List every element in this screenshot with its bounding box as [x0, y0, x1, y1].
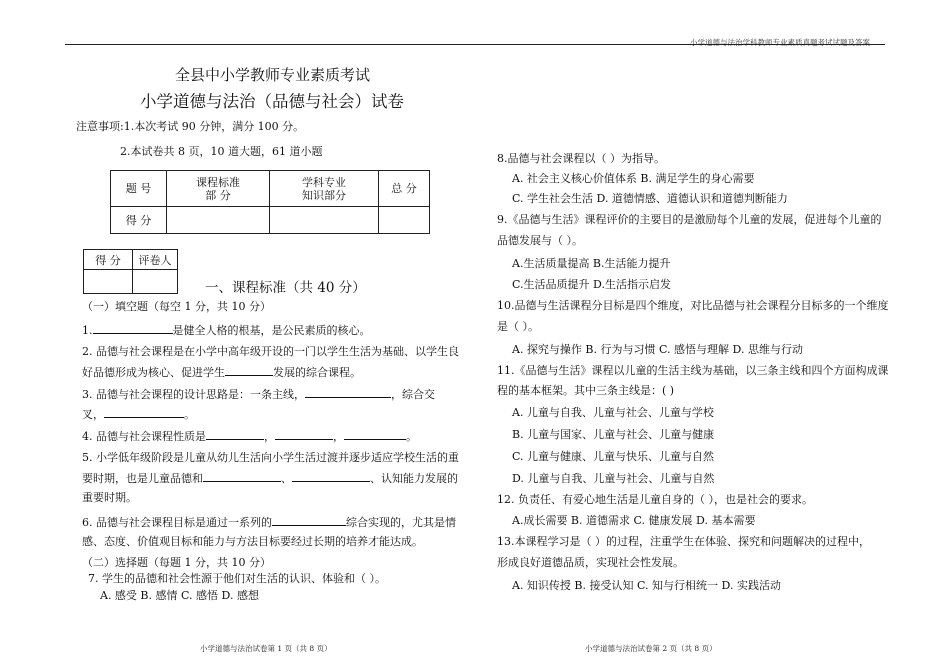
question-12-options: A.成长需要 B. 道德需求 C. 健康发展 D. 基本需要: [512, 514, 756, 527]
q4-text-a: 4. 品德与社会课程性质是: [82, 430, 206, 443]
q4-sep-2: ，: [333, 430, 344, 443]
q3-text-a: 3. 品德与社会课程的设计思路是：一条主线，: [82, 388, 305, 401]
notice-line-1: 注意事项:1.本次考试 90 分钟，满分 100 分。: [76, 120, 305, 133]
question-3-line-2: [82, 406, 195, 422]
q1-text: 是健全人格的根基，是公民素质的核心。: [172, 324, 371, 337]
question-13-line-1: 13.本课程学习是（ ）的过程，注重学生在体验、探究和问题解决的过程中，: [497, 535, 870, 548]
blank: [292, 470, 370, 482]
grader-table-grader-cell: [133, 270, 178, 294]
question-6-line-1: [82, 514, 456, 530]
footer-page-2: 小学道德与法治试卷第 2 页（共 8 页）: [585, 644, 717, 653]
score-cell-total: [379, 207, 430, 234]
blank: [203, 470, 281, 482]
question-11-line-2: 程的基本框架。其中三条主线是：( ): [497, 384, 675, 397]
question-12: 12. 负责任、有爱心地生活是儿童自身的（ ），也是社会的要求。: [497, 493, 813, 506]
blank: [275, 428, 333, 440]
q6-text-a: 6. 品德与社会课程目标是通过一系列的: [82, 516, 272, 529]
question-11-option-d: D. 儿童与自我、儿童与社会、儿童与自然: [512, 472, 715, 485]
question-6-line-2: 感、态度、价值观目标和能力与方法目标要经过长期的培养才能达成。: [82, 535, 423, 548]
blank: [225, 364, 273, 376]
score-table-row-label: 得 分: [111, 207, 167, 234]
blank: [305, 386, 391, 398]
score-table: [110, 170, 430, 234]
q5-text-c: 、认知能力发展的: [370, 472, 458, 485]
question-3-line-1: [82, 386, 435, 402]
question-8-options-ab: A. 社会主义核心价值体系 B. 满足学生的身心需要: [512, 172, 755, 185]
q5-text-a: 要时期，也是儿童品德和: [82, 472, 203, 485]
question-11-option-c: C. 儿童与健康、儿童与快乐、儿童与自然: [512, 450, 715, 463]
question-13-line-2: 形成良好道德品质，实现社会性发展。: [497, 556, 684, 569]
question-10-line-2: 是（ ）。: [497, 320, 539, 333]
q2-text-b: 发展的综合课程。: [273, 366, 361, 379]
question-11-option-a: A. 儿童与自我、儿童与社会、儿童与学校: [512, 406, 714, 419]
score-table-header-tihao: 题 号: [111, 171, 167, 207]
q6-text-b: 综合实现的，尤其是情: [346, 516, 456, 529]
part2-title: （二）选择题（每题 1 分，共 10 分）: [82, 556, 271, 569]
score-table-header-standards-b: 部 分: [205, 188, 231, 202]
grader-table: [83, 249, 178, 294]
question-10-line-1: 10.品德与生活课程分目标是四个维度，对比品德与社会课程分目标多的一个维度: [497, 299, 889, 312]
score-table-header-subject-a: 学科专业: [302, 175, 346, 189]
question-1: [82, 322, 371, 338]
question-9-line-1: 9.《品德与生活》课程评价的主要目的是激励每个儿童的发展，促进每个儿童的: [497, 213, 882, 226]
blank: [104, 406, 184, 418]
section-title: 一、课程标准（共 40 分）: [205, 280, 366, 296]
question-11-option-b: B. 儿童与国家、儿童与社会、儿童与健康: [512, 428, 715, 441]
question-9-options-cd: C.生活品质提升 D.生活指示启发: [512, 278, 671, 291]
q1-number: 1.: [82, 324, 93, 337]
running-header: 小学道德与法治学科教师专业素质真题考试试题及答案: [690, 38, 870, 47]
q4-sep-1: ，: [264, 430, 275, 443]
question-13-options: A. 知识传授 B. 接受认知 C. 知与行相统一 D. 实践活动: [512, 579, 781, 592]
notice-line-2: 2.本试卷共 8 页，10 道大题，61 道小题: [120, 145, 323, 158]
footer-page-1: 小学道德与法治试卷第 1 页（共 8 页）: [200, 644, 332, 653]
question-7: 7. 学生的品德和社会性源于他们对生活的认识、体验和（ ）。: [88, 572, 386, 585]
question-8-options-cd: C. 学生社会生活 D. 道德情感、道德认识和道德判断能力: [512, 192, 788, 205]
score-table-header-standards-a: 课程标准: [196, 175, 240, 189]
paper-subject-title: 小学道德与法治（品德与社会）试卷: [140, 92, 404, 111]
question-5-line-3: 重要时期。: [82, 491, 137, 504]
score-table-header-total: 总 分: [379, 171, 430, 207]
question-5-line-2: [82, 470, 458, 486]
question-4: [82, 428, 417, 444]
blank: [272, 514, 346, 526]
q5-sep: 、: [281, 472, 292, 485]
score-cell-standards: [167, 207, 270, 234]
grader-table-score-cell: [84, 270, 133, 294]
q3-text-b: ，综合交: [391, 388, 435, 401]
question-5-line-1: 5. 小学低年级阶段是儿童从幼儿生活向小学生活过渡并逐步适应学校生活的重: [82, 451, 459, 464]
question-7-options: A. 感受 B. 感情 C. 感悟 D. 感想: [100, 589, 259, 602]
score-table-header-subject-b: 知识部分: [302, 188, 346, 202]
question-10-options: A. 探究与操作 B. 行为与习惯 C. 感悟与理解 D. 思维与行动: [512, 343, 803, 356]
blank: [206, 428, 264, 440]
question-8: 8.品德与社会课程以（ ）为指导。: [497, 152, 665, 165]
header-divider: [65, 44, 885, 45]
exam-title: 全县中小学教师专业素质考试: [175, 66, 371, 84]
question-2-line-2: [82, 364, 361, 380]
q4-end: 。: [406, 430, 417, 443]
grader-table-grader-label: 评卷人: [133, 250, 178, 270]
question-2-line-1: 2. 品德与社会课程是在小学中高年级开设的一门以学生生活为基础、以学生良: [82, 345, 459, 358]
q3-text-d: 。: [184, 408, 195, 421]
blank: [344, 428, 406, 440]
question-9-line-2: 品德发展与（ ）。: [497, 234, 583, 247]
score-table-header-subject: [270, 171, 379, 207]
q3-text-c: 叉，: [82, 408, 104, 421]
score-table-header-standards: [167, 171, 270, 207]
grader-table-score-label: 得 分: [84, 250, 133, 270]
question-11-line-1: 11.《品德与生活》课程以儿童的生活主线为基础，以三条主线和四个方面构成课: [497, 364, 889, 377]
q2-text-a: 好品德形成为核心、促进学生: [82, 366, 225, 379]
part1-title: （一）填空题（每空 1 分，共 10 分）: [82, 300, 271, 313]
question-9-options-ab: A.生活质量提高 B.生活能力提升: [512, 257, 671, 270]
blank: [93, 322, 173, 334]
score-cell-subject: [270, 207, 379, 234]
